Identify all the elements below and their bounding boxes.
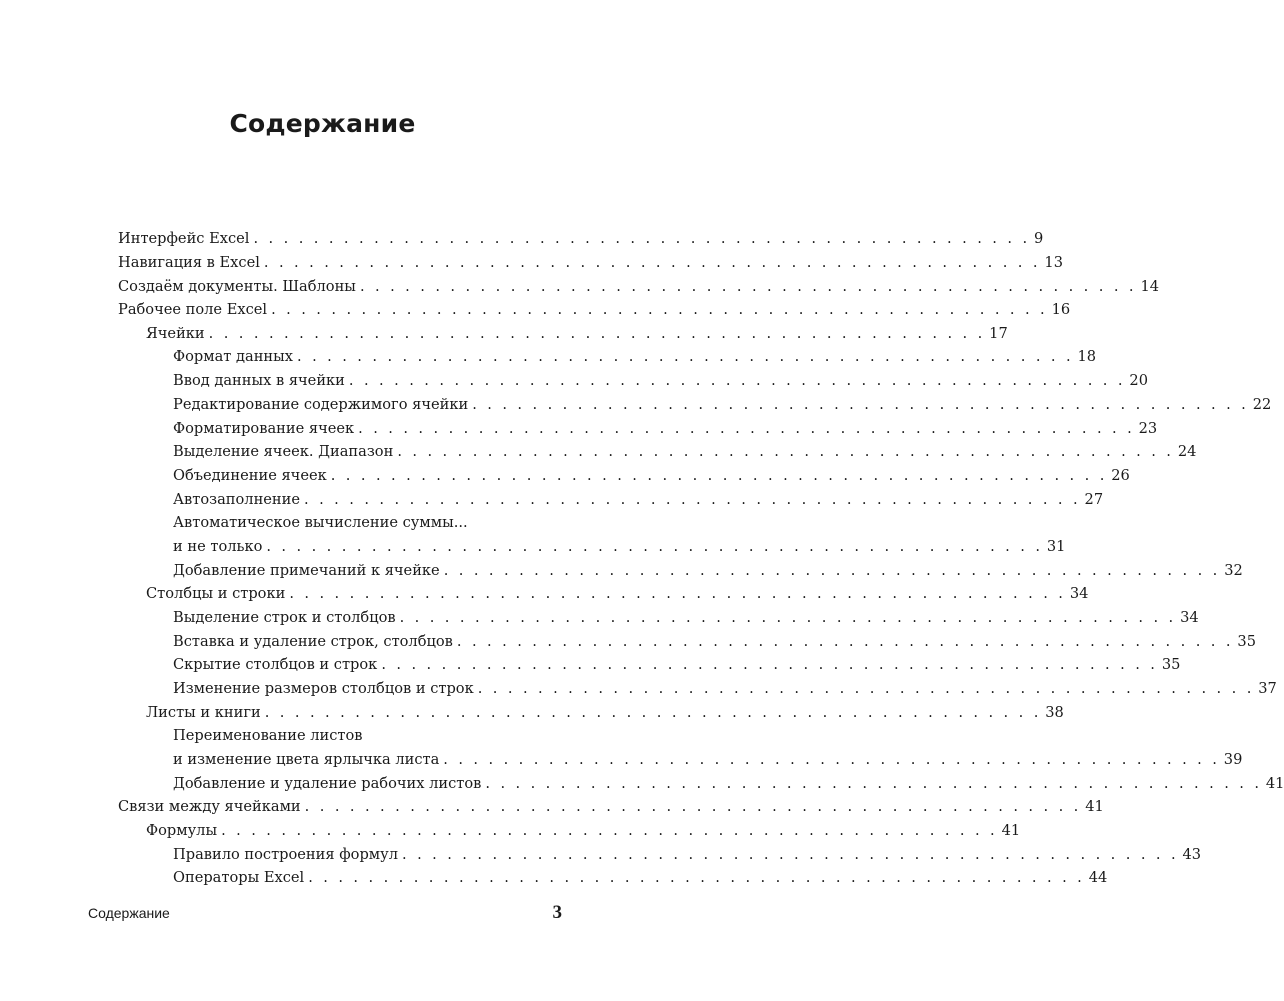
toc-entry-page: 20: [1129, 372, 1148, 389]
dot-leader: . . . . . . . . . . . . . . . . . . . . . . . . . . . . . . . . . . . . . . . . . . . . . . . . . . . .: [289, 585, 1066, 602]
toc-entry-label: Листы и книги: [146, 704, 261, 721]
toc-entry[interactable]: [146, 583, 1089, 605]
toc-entry[interactable]: [118, 796, 1104, 818]
toc-entry[interactable]: [118, 228, 1044, 250]
toc-entry[interactable]: [173, 346, 1097, 368]
toc-entry-label: Форматирование ячеек: [173, 420, 355, 437]
toc-entry-page: 31: [1046, 538, 1066, 555]
toc-entry-label: Скрытие столбцов и строк: [173, 656, 378, 673]
toc-entry-page: 39: [1223, 751, 1243, 768]
toc-entry-label: Выделение строк и столбцов: [173, 609, 396, 626]
toc-entry[interactable]: [173, 370, 1148, 392]
toc-entry-label: Рабочее поле Excel: [118, 301, 268, 318]
toc-entry-page: 18: [1077, 348, 1097, 365]
toc-entry-label: Операторы Excel: [173, 869, 305, 886]
toc-entry-page: 24: [1177, 443, 1197, 460]
toc-entry-page: 23: [1138, 420, 1158, 437]
dot-leader: . . . . . . . . . . . . . . . . . . . . . . . . . . . . . . . . . . . . . . . . . . . . . . . . . . . .: [443, 562, 1221, 579]
toc-entry[interactable]: [173, 418, 1158, 440]
toc-entry[interactable]: [146, 820, 1021, 842]
toc-entry[interactable]: [173, 560, 1243, 582]
running-footer-title: Содержание: [88, 905, 170, 921]
dot-leader: . . . . . . . . . . . . . . . . . . . . . . . . . . . . . . . . . . . . . . . . . . . . . . . . . . . .: [402, 846, 1179, 863]
toc-entry[interactable]: [118, 252, 1063, 274]
toc-entry-label-line1: Автоматическое вычисление суммы...: [173, 514, 468, 531]
toc-entry-page: 34: [1069, 585, 1089, 602]
toc-entry-label: Правило построения формул: [173, 846, 398, 863]
toc-entry[interactable]: [173, 749, 1243, 771]
toc-entry-page: 13: [1044, 254, 1063, 271]
dot-leader: . . . . . . . . . . . . . . . . . . . . . . . . . . . . . . . . . . . . . . . . . . . . . . . . . . . .: [456, 633, 1234, 650]
toc-entry-page: 32: [1224, 562, 1243, 579]
toc-entry-label: Автозаполнение: [173, 491, 301, 508]
toc-entry-page: 41: [1001, 822, 1021, 839]
toc-entry-label-line1: Переименование листов: [173, 727, 363, 744]
toc-entry-label: Изменение размеров столбцов и строк: [173, 680, 474, 697]
toc-entry-page: 44: [1088, 869, 1108, 886]
dot-leader: . . . . . . . . . . . . . . . . . . . . . . . . . . . . . . . . . . . . . . . . . . . . . . . . . . . .: [271, 301, 1048, 318]
dot-leader: . . . . . . . . . . . . . . . . . . . . . . . . . . . . . . . . . . . . . . . . . . . . . . . . . . . .: [308, 869, 1085, 886]
dot-leader: . . . . . . . . . . . . . . . . . . . . . . . . . . . . . . . . . . . . . . . . . . . . . . . . . . . .: [264, 704, 1042, 721]
toc-entry-page: 34: [1180, 609, 1199, 626]
dot-leader: . . . . . . . . . . . . . . . . . . . . . . . . . . . . . . . . . . . . . . . . . . . . . . . . . . . .: [304, 798, 1082, 815]
toc-entry-page: 26: [1111, 467, 1130, 484]
toc-entry-page: 27: [1084, 491, 1104, 508]
toc-entry-label: Добавление примечаний к ячейке: [173, 562, 440, 579]
dot-leader: . . . . . . . . . . . . . . . . . . . . . . . . . . . . . . . . . . . . . . . . . . . . . . . . . . . .: [359, 278, 1137, 295]
dot-leader: . . . . . . . . . . . . . . . . . . . . . . . . . . . . . . . . . . . . . . . . . . . . . . . . . . . .: [381, 656, 1158, 673]
dot-leader: . . . . . . . . . . . . . . . . . . . . . . . . . . . . . . . . . . . . . . . . . . . . . . . . . . . .: [208, 325, 986, 342]
dot-leader: . . . . . . . . . . . . . . . . . . . . . . . . . . . . . . . . . . . . . . . . . . . . . . . . . . . .: [472, 396, 1249, 413]
dot-leader: . . . . . . . . . . . . . . . . . . . . . . . . . . . . . . . . . . . . . . . . . . . . . . . . . . . .: [397, 443, 1174, 460]
toc-entry[interactable]: [146, 702, 1064, 724]
toc-entry[interactable]: [173, 844, 1202, 866]
toc-entry-page: 38: [1045, 704, 1064, 721]
toc-entry-page: 41: [1265, 775, 1284, 792]
dot-leader: . . . . . . . . . . . . . . . . . . . . . . . . . . . . . . . . . . . . . . . . . . . . . . . . . . . .: [221, 822, 998, 839]
toc-entry[interactable]: [173, 867, 1108, 889]
toc-entry-label: Редактирование содержимого ячейки: [173, 396, 469, 413]
dot-leader: . . . . . . . . . . . . . . . . . . . . . . . . . . . . . . . . . . . . . . . . . . . . . . . . . . . .: [477, 680, 1255, 697]
dot-leader: . . . . . . . . . . . . . . . . . . . . . . . . . . . . . . . . . . . . . . . . . . . . . . . . . . . .: [304, 491, 1081, 508]
toc-entry-page: 17: [989, 325, 1008, 342]
toc-entry-page: 14: [1140, 278, 1160, 295]
toc-entry[interactable]: [118, 276, 1160, 298]
toc-entry[interactable]: [173, 654, 1181, 676]
toc-entry-label: Создаём документы. Шаблоны: [118, 278, 356, 295]
toc-entry-page: 37: [1258, 680, 1277, 697]
toc-entry-page: 41: [1085, 798, 1104, 815]
toc-entry-label: Вставка и удаление строк, столбцов: [173, 633, 453, 650]
toc-entry[interactable]: [173, 607, 1199, 629]
toc-entry[interactable]: [173, 394, 1272, 416]
toc-entry-page: 35: [1161, 656, 1181, 673]
dot-leader: . . . . . . . . . . . . . . . . . . . . . . . . . . . . . . . . . . . . . . . . . . . . . . . . . . . .: [485, 775, 1262, 792]
toc-entry-label: Формулы: [146, 822, 218, 839]
dot-leader: . . . . . . . . . . . . . . . . . . . . . . . . . . . . . . . . . . . . . . . . . . . . . . . . . . . .: [443, 751, 1220, 768]
toc-entry-page: 22: [1252, 396, 1272, 413]
toc-entry-label: Столбцы и строки: [146, 585, 286, 602]
dot-leader: . . . . . . . . . . . . . . . . . . . . . . . . . . . . . . . . . . . . . . . . . . . . . . . . . . . .: [399, 609, 1177, 626]
toc-entry[interactable]: [173, 773, 1284, 795]
page-number: 3: [552, 902, 562, 923]
toc-entry[interactable]: [173, 489, 1104, 511]
toc-entry[interactable]: [173, 536, 1066, 558]
toc-entry[interactable]: [173, 465, 1130, 487]
dot-leader: . . . . . . . . . . . . . . . . . . . . . . . . . . . . . . . . . . . . . . . . . . . . . . . . . . . .: [263, 254, 1041, 271]
dot-leader: . . . . . . . . . . . . . . . . . . . . . . . . . . . . . . . . . . . . . . . . . . . . . . . . . . . .: [330, 467, 1108, 484]
toc-entry[interactable]: [146, 323, 1008, 345]
toc-entry[interactable]: [173, 631, 1256, 653]
dot-leader: . . . . . . . . . . . . . . . . . . . . . . . . . . . . . . . . . . . . . . . . . . . . . . . . . . . .: [348, 372, 1126, 389]
toc-entry-page: 43: [1182, 846, 1202, 863]
toc-entry-page: 16: [1051, 301, 1071, 318]
dot-leader: . . . . . . . . . . . . . . . . . . . . . . . . . . . . . . . . . . . . . . . . . . . . . . . . . . . .: [266, 538, 1043, 555]
toc-entry[interactable]: [118, 299, 1071, 321]
toc-entry-label: Навигация в Excel: [118, 254, 260, 271]
toc-entry-label: Добавление и удаление рабочих листов: [173, 775, 482, 792]
toc-entry-page: 35: [1237, 633, 1256, 650]
toc-entry-label: и изменение цвета ярлычка листа: [173, 751, 440, 768]
toc-entry-label: Формат данных: [173, 348, 293, 365]
toc-entry-label: Ввод данных в ячейки: [173, 372, 345, 389]
dot-leader: . . . . . . . . . . . . . . . . . . . . . . . . . . . . . . . . . . . . . . . . . . . . . . . . . . . .: [358, 420, 1135, 437]
dot-leader: . . . . . . . . . . . . . . . . . . . . . . . . . . . . . . . . . . . . . . . . . . . . . . . . . . . .: [253, 230, 1030, 247]
toc-entry-label: Выделение ячеек. Диапазон: [173, 443, 394, 460]
toc-entry-label: Связи между ячейками: [118, 798, 301, 815]
toc-entry-page: 9: [1033, 230, 1044, 247]
dot-leader: . . . . . . . . . . . . . . . . . . . . . . . . . . . . . . . . . . . . . . . . . . . . . . . . . . . .: [297, 348, 1074, 365]
toc-entry-label: Ячейки: [146, 325, 205, 342]
toc-entry[interactable]: [173, 678, 1277, 700]
page-title: Содержание: [229, 109, 416, 138]
toc-entry-label: Объединение ячеек: [173, 467, 327, 484]
toc-entry[interactable]: [173, 441, 1197, 463]
toc-entry-label: Интерфейс Excel: [118, 230, 250, 247]
toc-entry-label: и не только: [173, 538, 263, 555]
